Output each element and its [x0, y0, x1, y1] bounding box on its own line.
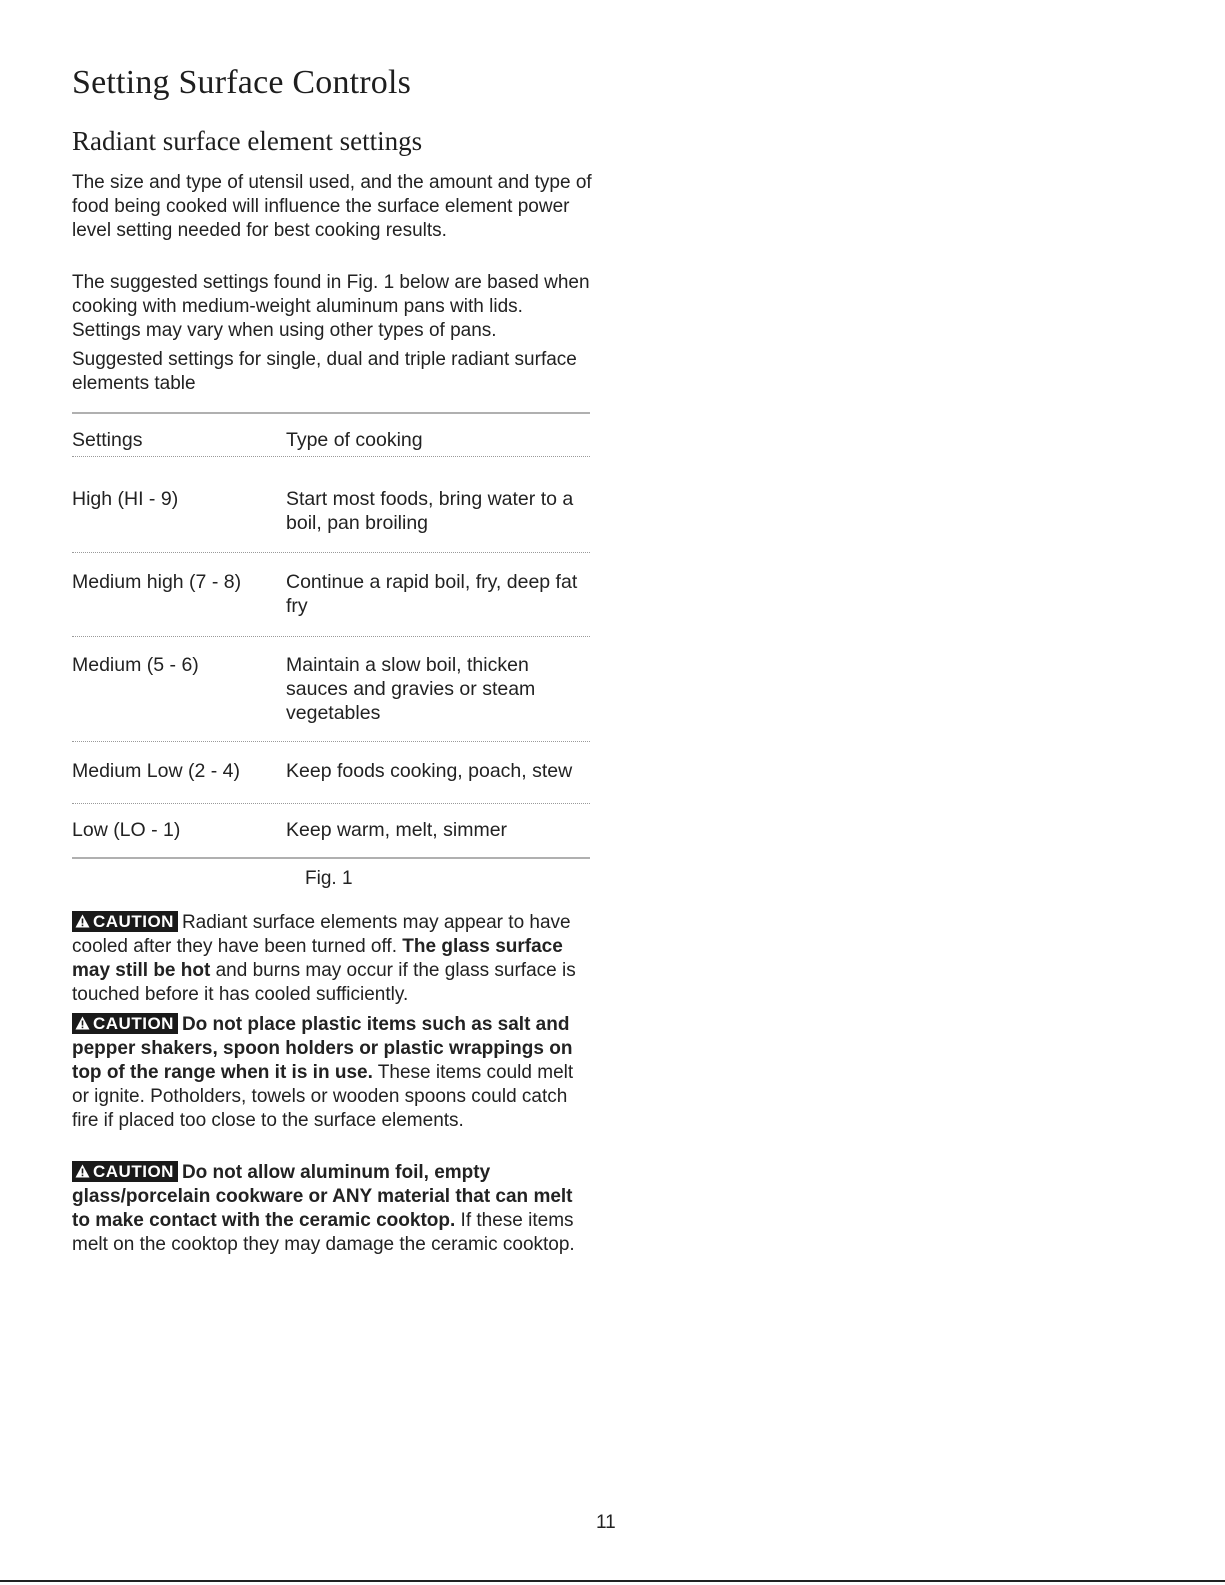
- table-bottom-rule: [72, 857, 590, 859]
- caution-text: and burns may occur if the glass surface is touched before it has cooled sufficiently.: [72, 960, 576, 1005]
- page-bottom-rule: [0, 1580, 1225, 1582]
- caution-text: Radiant surface elements may appear to have cooled after they have been turned off.: [72, 912, 571, 957]
- setting-cell: Medium high (7 - 8): [72, 571, 242, 593]
- intro-paragraph-2: The suggested settings found in Fig. 1 below are based when cooking with medium-weight aluminum pans with lids. Settings may vary when using other types of pans.: [72, 272, 590, 341]
- row-rule: [72, 636, 590, 637]
- table-header-type-of-cooking: Type of cooking: [286, 429, 423, 451]
- caution-text: These items could melt or ignite. Potholders, towels or wooden spoons could catch fire if placed too close to the surface elements.: [72, 1062, 574, 1131]
- row-rule: [72, 552, 590, 553]
- caution-label: CAUTION: [93, 1014, 174, 1033]
- caution-text: If these items melt on the cooktop they may damage the ceramic cooktop.: [72, 1210, 575, 1255]
- warning-triangle-icon: [75, 1164, 90, 1178]
- caution-badge: [72, 911, 178, 932]
- setting-cell: Medium Low (2 - 4): [72, 760, 240, 782]
- intro-paragraph-3: Suggested settings for single, dual and triple radiant surface elements table: [72, 349, 577, 394]
- table-header-settings: Settings: [72, 429, 143, 451]
- page-title: Setting Surface Controls: [72, 64, 412, 101]
- row-rule: [72, 741, 590, 742]
- caution-label: CAUTION: [93, 1162, 174, 1181]
- row-rule: [72, 803, 590, 804]
- setting-cell: Low (LO - 1): [72, 819, 181, 841]
- caution-bold-text: The glass surface may still be hot: [72, 936, 563, 981]
- intro-paragraph-1: The size and type of utensil used, and the amount and type of food being cooked will influence the surface element power level setting needed for best cooking results.: [72, 172, 592, 241]
- caution-note-2: [72, 1013, 592, 1133]
- caution-note-3: [72, 1161, 592, 1257]
- section-title: Radiant surface element settings: [72, 126, 423, 156]
- caution-note-1: [72, 911, 592, 1007]
- warning-triangle-icon: [75, 914, 90, 928]
- setting-cell: High (HI - 9): [72, 488, 179, 510]
- page-number: 11: [596, 1512, 616, 1533]
- table-top-rule: [72, 412, 590, 414]
- figure-caption: Fig. 1: [305, 868, 353, 889]
- cooking-cell: Continue a rapid boil, fry, deep fat fry: [286, 571, 578, 617]
- setting-cell: Medium (5 - 6): [72, 654, 199, 676]
- caution-badge: [72, 1161, 178, 1182]
- caution-bold-text: Do not place plastic items such as salt and pepper shakers, spoon holders or plastic wrappings on top of the range when it is in use.: [72, 1014, 573, 1083]
- caution-badge: [72, 1013, 178, 1034]
- cooking-cell: Keep warm, melt, simmer: [286, 819, 508, 841]
- cooking-cell: Maintain a slow boil, thicken sauces and gravies or steam vegetables: [286, 654, 536, 724]
- warning-triangle-icon: [75, 1016, 90, 1030]
- cooking-cell: Keep foods cooking, poach, stew: [286, 760, 573, 782]
- cooking-cell: Start most foods, bring water to a boil, pan broiling: [286, 488, 574, 534]
- table-header-rule: [72, 456, 590, 457]
- caution-bold-text: Do not allow aluminum foil, empty glass/porcelain cookware or ANY material that can melt to make contact with the ceramic cooktop.: [72, 1162, 573, 1231]
- caution-label: CAUTION: [93, 912, 174, 931]
